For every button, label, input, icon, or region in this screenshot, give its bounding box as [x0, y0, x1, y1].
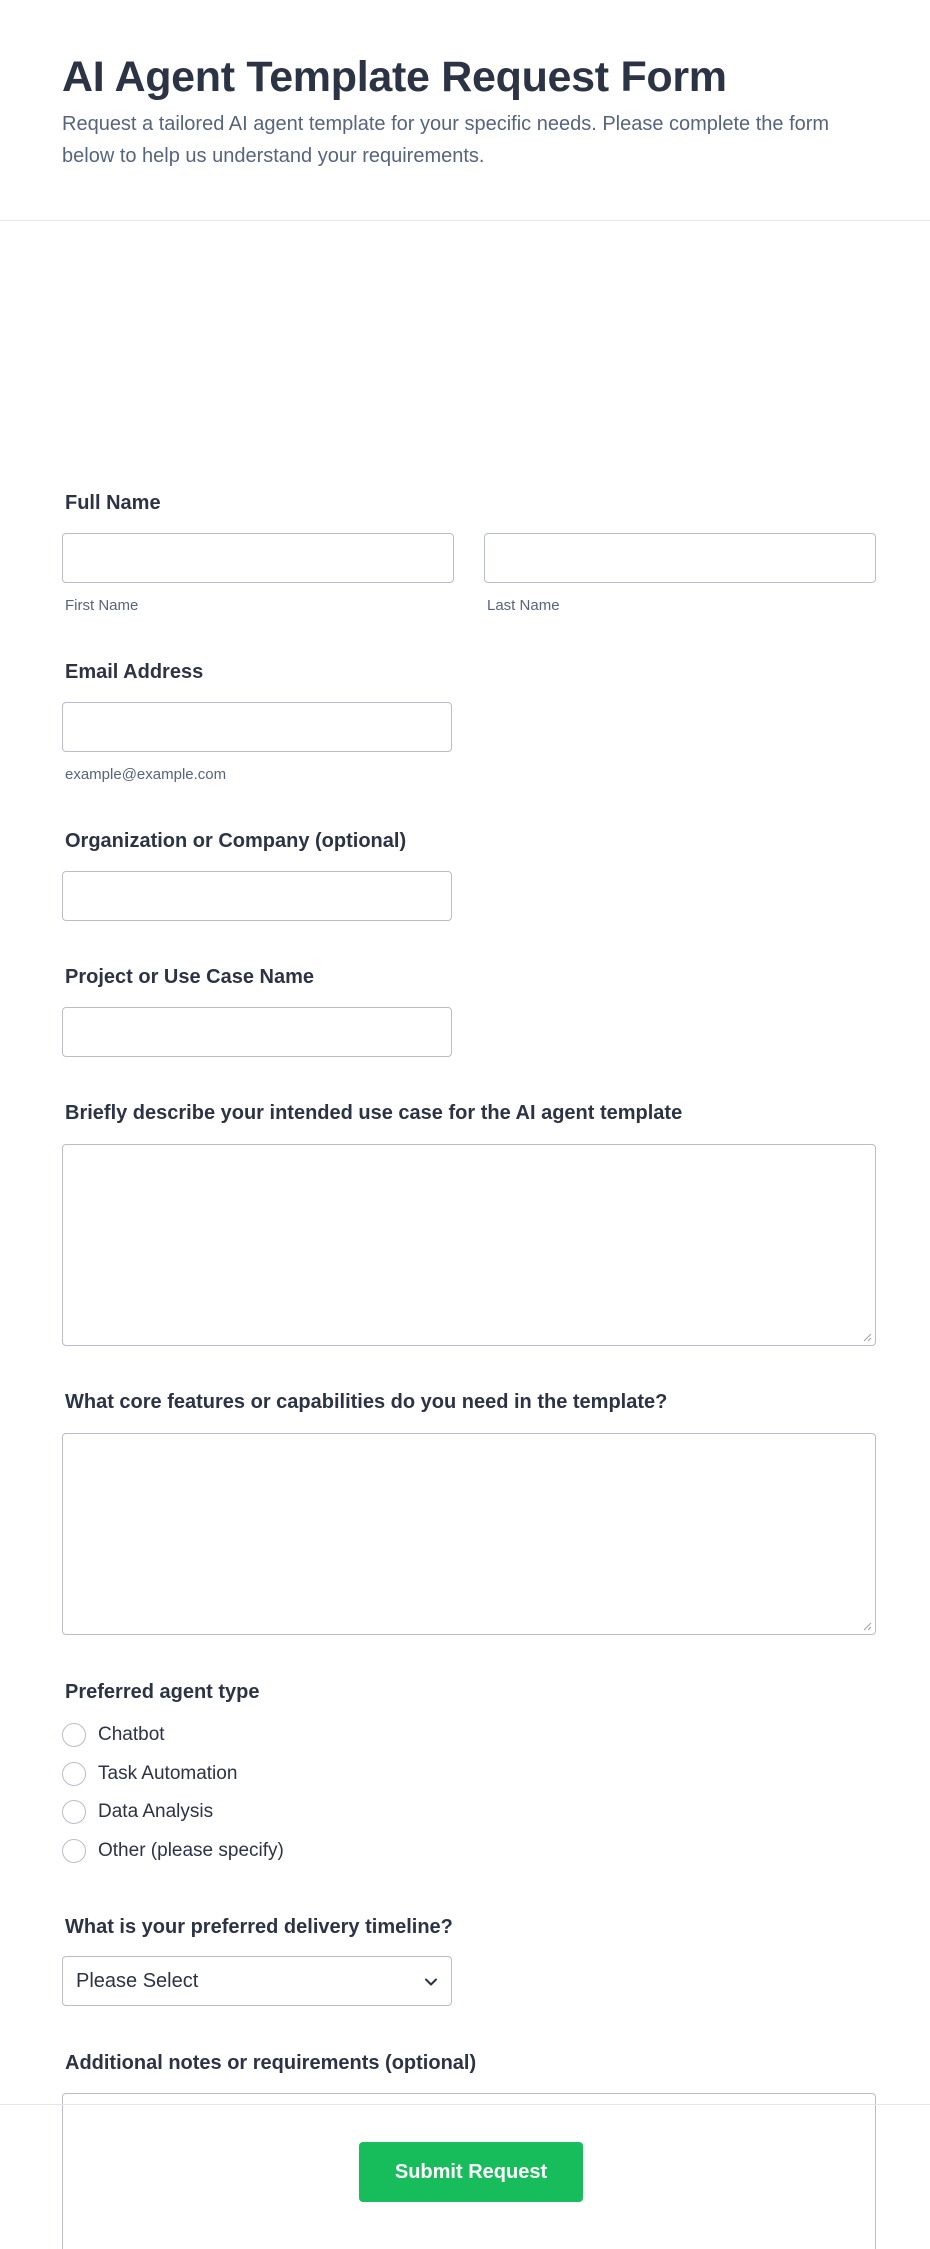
core-features-textarea-wrap — [62, 1433, 876, 1635]
timeline-label: What is your preferred delivery timeline? — [65, 1916, 453, 1938]
radio-option-data-analysis[interactable] — [62, 1798, 213, 1826]
form-header — [0, 0, 930, 221]
use-case-label-wrap — [62, 1101, 682, 1125]
email-field[interactable] — [62, 702, 452, 752]
email-sublabel: example@example.com — [65, 766, 227, 783]
last-name-sublabel: Last Name — [487, 597, 560, 614]
radio-label: Task Automation — [98, 1763, 238, 1784]
radio-option-chatbot[interactable] — [62, 1721, 165, 1749]
radio-button[interactable] — [62, 1839, 86, 1863]
resize-grip-icon[interactable] — [863, 1333, 872, 1342]
additional-notes-label-wrap — [62, 2051, 476, 2075]
project-name-label: Project or Use Case Name — [65, 966, 315, 988]
radio-label: Data Analysis — [98, 1801, 214, 1822]
radio-button[interactable] — [62, 1800, 86, 1824]
timeline-label-wrap — [62, 1915, 453, 1939]
radio-label: Other (please specify) — [98, 1840, 284, 1861]
core-features-label: What core features or capabilities do you need in the template? — [65, 1391, 668, 1413]
first-name-input[interactable] — [62, 533, 454, 583]
full-name-label: Full Name — [65, 492, 161, 514]
organization-label-wrap — [62, 829, 406, 853]
form-footer — [0, 2104, 930, 2249]
form-subtitle: Request a tailored AI agent template for your specific needs. Please complete the form below to help us understand your requirements. — [62, 113, 830, 167]
email-label: Email Address — [65, 661, 204, 683]
project-name-input[interactable] — [62, 1007, 452, 1057]
core-features-label-wrap — [62, 1390, 667, 1414]
use-case-label: Briefly describe your intended use case for the AI agent template — [65, 1102, 683, 1124]
submit-button[interactable]: Submit Request — [359, 2142, 583, 2202]
agent-type-label-wrap — [62, 1680, 260, 1704]
use-case-textarea-wrap — [62, 1144, 876, 1346]
agent-type-label: Preferred agent type — [65, 1681, 260, 1703]
radio-option-other[interactable] — [62, 1837, 284, 1865]
radio-option-task-automation[interactable] — [62, 1760, 237, 1788]
organization-input[interactable] — [62, 871, 452, 921]
radio-label: Chatbot — [98, 1724, 165, 1745]
chevron-down-icon — [423, 1974, 439, 1990]
organization-label: Organization or Company (optional) — [65, 830, 407, 852]
last-name-input[interactable] — [484, 533, 876, 583]
first-name-sublabel: First Name — [65, 597, 139, 614]
project-name-label-wrap — [62, 965, 314, 989]
additional-notes-label: Additional notes or requirements (optional) — [65, 2052, 477, 2074]
full-name-label-wrap — [62, 491, 161, 515]
form-title: AI Agent Template Request Form — [62, 53, 727, 101]
radio-button[interactable] — [62, 1723, 86, 1747]
email-label-wrap — [62, 660, 203, 684]
timeline-select-value: Please Select — [76, 1969, 199, 1992]
core-features-textarea[interactable] — [62, 1433, 876, 1635]
use-case-textarea[interactable] — [62, 1144, 876, 1346]
resize-grip-icon[interactable] — [863, 1622, 872, 1631]
timeline-select[interactable] — [62, 1956, 452, 2006]
radio-button[interactable] — [62, 1762, 86, 1786]
